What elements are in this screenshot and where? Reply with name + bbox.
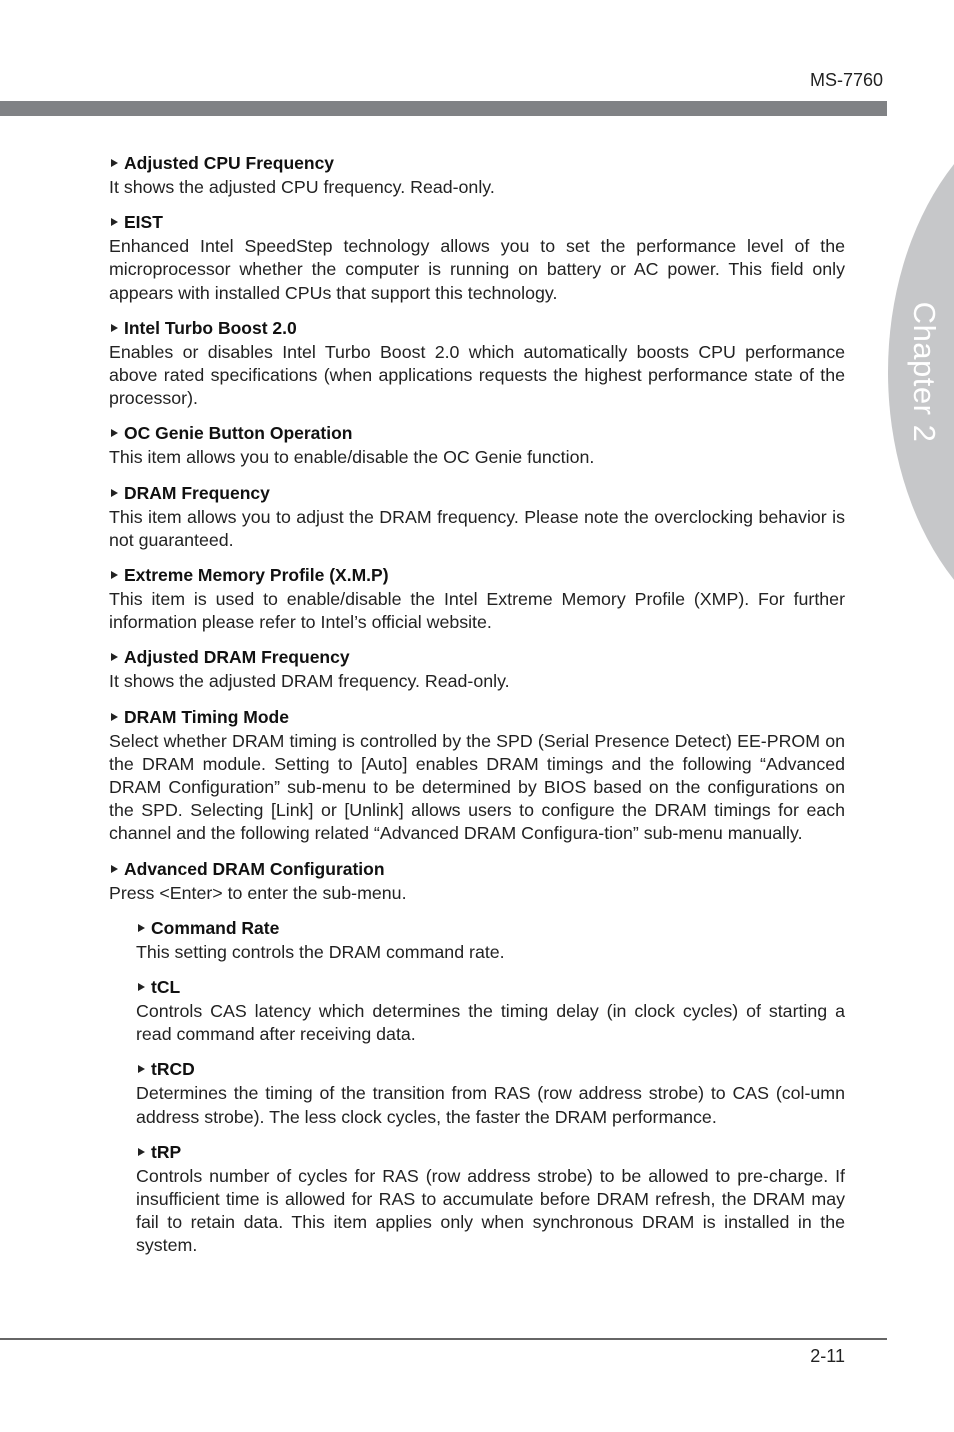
setting-title: Adjusted DRAM Frequency: [124, 647, 350, 668]
bullet-triangle-icon: [138, 924, 145, 932]
setting-item: [109, 209, 845, 305]
bullet-triangle-icon: [138, 983, 145, 991]
setting-description: It shows the adjusted DRAM frequency. Read-only.: [109, 671, 510, 692]
setting-description: Select whether DRAM timing is controlled by the SPD (Serial Presence Detect) EE-PROM on the DRAM module. Setting to [Auto] enables DRAM timings and the following “Advanced DRAM Configuration” sub-menu to be determined by BIOS based on the configurations on the SPD. Selecting [Link] or [Unlink] allows users to configure the DRAM timings for each channel and the following related “Advanced DRAM Configura-tion” sub-menu manually.: [109, 730, 845, 844]
setting-description: Enables or disables Intel Turbo Boost 2.0 which automatically boosts CPU performance above rated specifications (when applications requests the highest performance state of the processor).: [109, 341, 845, 409]
header-bar: [0, 101, 887, 116]
sub-setting-item: [136, 1056, 845, 1128]
bullet-triangle-icon: [111, 489, 118, 497]
sub-setting-title: tRP: [151, 1141, 182, 1162]
bullet-triangle-icon: [111, 653, 118, 661]
setting-item: [109, 562, 845, 634]
sub-setting-item: [136, 1139, 845, 1258]
bullet-triangle-icon: [111, 571, 118, 579]
sub-setting-title: tRCD: [151, 1059, 195, 1080]
sub-setting-description: Controls CAS latency which determines the timing delay (in clock cycles) of starting a read command after receiving data.: [136, 1001, 845, 1045]
setting-description: It shows the adjusted CPU frequency. Read-only.: [109, 177, 495, 197]
page-number: 2-11: [810, 1346, 845, 1366]
bullet-triangle-icon: [111, 218, 118, 226]
bullet-triangle-icon: [138, 1148, 145, 1156]
setting-description: This item is used to enable/disable the Intel Extreme Memory Profile (XMP). For further information please refer to Intel’s official website.: [109, 589, 845, 633]
footer-divider: [0, 1338, 887, 1340]
chapter-tab-label: Chapter 2: [907, 301, 942, 443]
sub-setting-description: This setting controls the DRAM command rate.: [136, 941, 505, 962]
sub-setting-item: [136, 915, 845, 964]
sub-setting-description: Controls number of cycles for RAS (row address strobe) to be allowed to pre-charge. If insufficient time is allowed for RAS to accumulate before DRAM refresh, the DRAM may fail to retain data. This item applies only when synchronous DRAM is installed in the system.: [136, 1165, 845, 1256]
sub-setting-title: Command Rate: [151, 917, 280, 938]
setting-title: Intel Turbo Boost 2.0: [124, 317, 297, 338]
setting-title: Adjusted CPU Frequency: [124, 153, 335, 173]
setting-item: [109, 644, 845, 693]
setting-item: [109, 856, 845, 905]
setting-title: Extreme Memory Profile (X.M.P): [124, 565, 389, 586]
bullet-triangle-icon: [111, 865, 118, 873]
main-content: [109, 150, 845, 1268]
sub-setting-description: Determines the timing of the transition from RAS (row address strobe) to CAS (col-umn address strobe). The less clock cycles, the faster the DRAM performance.: [136, 1083, 845, 1127]
bullet-triangle-icon: [111, 324, 118, 332]
setting-description: Press <Enter> to enter the sub-menu.: [109, 882, 407, 903]
setting-item: [109, 480, 845, 552]
sub-setting-title: tCL: [151, 977, 181, 998]
setting-title: Advanced DRAM Configuration: [124, 858, 385, 879]
setting-item: [109, 704, 845, 846]
setting-item: [109, 150, 845, 199]
bullet-triangle-icon: [111, 159, 118, 167]
bullet-triangle-icon: [138, 1065, 145, 1073]
sub-setting-item: [136, 974, 845, 1046]
model-number: MS-7760: [809, 70, 883, 90]
setting-title: DRAM Timing Mode: [124, 706, 289, 727]
setting-description: Enhanced Intel SpeedStep technology allows you to set the performance level of the microprocessor whether the computer is running on battery or AC power. This field only appears with installed CPUs that support this technology.: [109, 236, 845, 303]
bullet-triangle-icon: [111, 429, 118, 437]
setting-description: This item allows you to adjust the DRAM frequency. Please note the overclocking behavior is not guaranteed.: [109, 506, 845, 550]
setting-description: This item allows you to enable/disable the OC Genie function.: [109, 447, 595, 468]
setting-item: [109, 420, 845, 469]
setting-title: OC Genie Button Operation: [124, 423, 353, 444]
setting-item: [109, 315, 845, 411]
bullet-triangle-icon: [111, 713, 118, 721]
setting-title: DRAM Frequency: [124, 482, 270, 503]
setting-title: EIST: [124, 212, 163, 233]
